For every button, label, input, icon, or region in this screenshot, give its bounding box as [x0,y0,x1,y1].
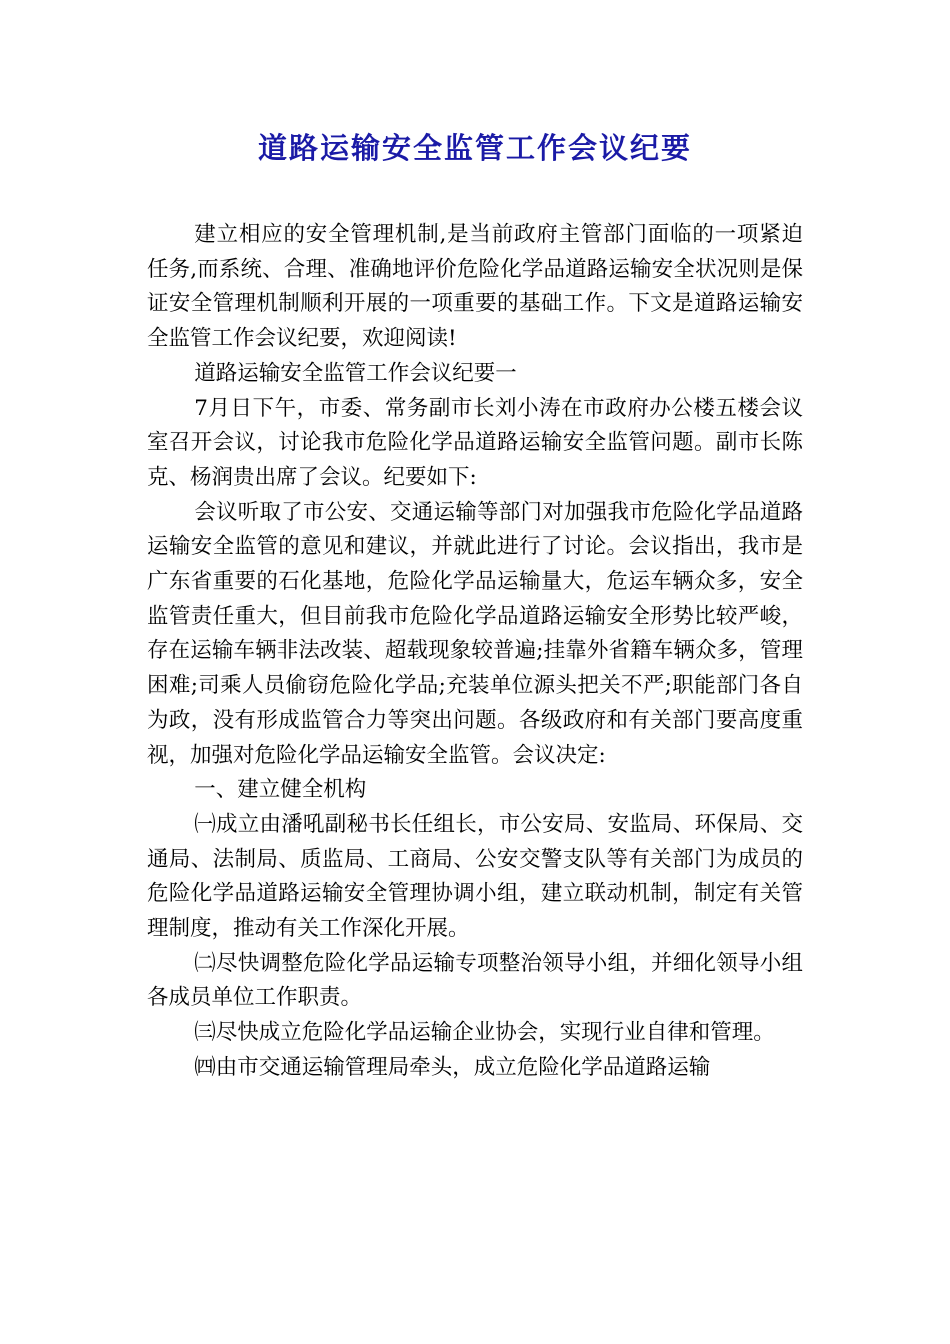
paragraph-item-3: ㈢尽快成立危险化学品运输企业协会，实现行业自律和管理。 [194,1020,775,1046]
document-title: 道路运输安全监管工作会议纪要 [257,131,692,165]
paragraph-intro: 建立相应的安全管理机制,是当前政府主管部门面临的一项紧迫任务,而系统、合理、准确地评价危险化学品道路运输安全状况则是保证安全管理机制顺利开展的一项重要的基础工作。下文是道路运输安全监管工作会议纪要，欢迎阅读! [147,222,803,352]
paragraph-item-1: ㈠成立由潘吼副秘书长任组长，市公安局、安监局、环保局、交通局、法制局、质监局、工商局、公安交警支队等有关部门为成员的危险化学品道路运输安全管理协调小组，建立联动机制，制定有关管理制度，推动有关工作深化开展。 [147,811,803,942]
paragraph-item-heading: 一、建立健全机构 [194,777,367,803]
paragraph-discussion: 会议听取了市公安、交通运输等部门对加强我市危险化学品道路运输安全监管的意见和建议，并就此进行了讨论。会议指出，我市是广东省重要的石化基地，危险化学品运输量大，危运车辆众多，安全监管责任重大，但目前我市危险化学品道路运输安全形势比较严峻，存在运输车辆非法改装、超载现象较普遍;挂靠外省籍车辆众多，管理困难;司乘人员偷窃危险化学品;充装单位源头把关不严;职能部门各自为政，没有形成监管合力等突出问题。各级政府和有关部门要高度重视，加强对危险化学品运输安全监管。会议决定: [147,499,803,768]
paragraph-meeting-info: 7月日下午，市委、常务副市长刘小涛在市政府办公楼五楼会议室召开会议，讨论我市危险化学品道路运输安全监管问题。副市长陈克、杨润贵出席了会议。纪要如下: [147,395,803,490]
paragraph-item-4: ㈣由市交通运输管理局牵头，成立危险化学品道路运输 [194,1054,711,1080]
paragraph-section-heading: 道路运输安全监管工作会议纪要一 [194,360,517,386]
document-body [147,218,803,1086]
paragraph-item-2: ㈡尽快调整危险化学品运输专项整治领导小组，并细化领导小组各成员单位工作职责。 [147,950,803,1011]
